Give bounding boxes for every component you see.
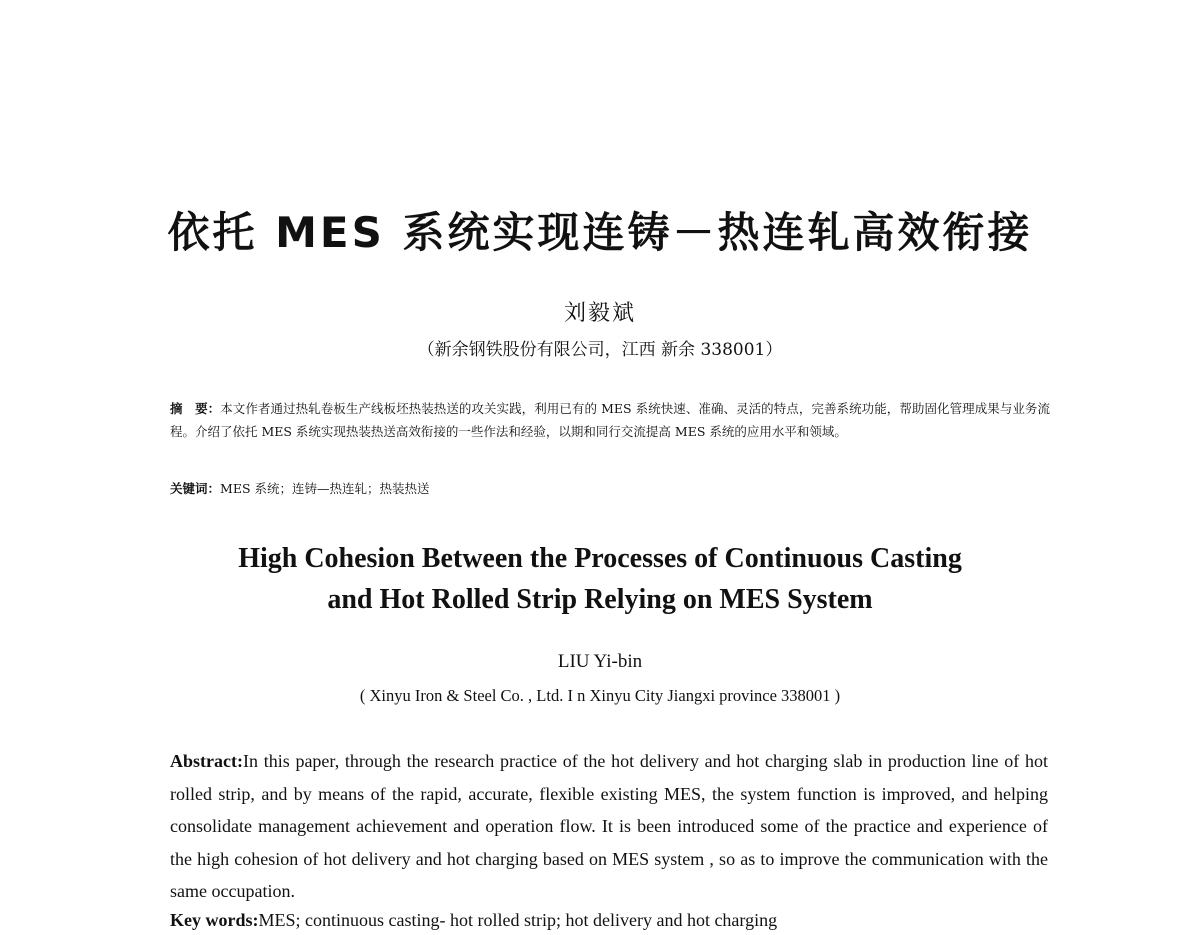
english-abstract-text: In this paper, through the research practice of the hot delivery and hot charging slab in production line of hot rolled strip, and by means of the rapid, accurate, flexible existing MES, the system function is improved, and helping consolidate management achievement and operation flow. It is been introduced some of the practice and experience of the high cohesion of hot delivery and hot charging based on MES system , so as to improve the communication with the same occupation. bbox=[170, 751, 1048, 901]
chinese-abstract-text: 本文作者通过热轧卷板生产线板坯热装热送的攻关实践，利用已有的 MES 系统快速、准确、灵活的特点，完善系统功能，帮助固化管理成果与业务流程。介绍了依托 MES 系统实现热装热送高效衔接的一些作法和经验，以期和同行交流提高 MES 系统的应用水平和领域。 bbox=[170, 401, 1050, 439]
english-title-line-1: High Cohesion Between the Processes of Continuous Casting bbox=[238, 543, 962, 574]
english-affiliation: ( Xinyu Iron & Steel Co. , Ltd. I n Xinyu City Jiangxi province 338001 ) bbox=[359, 686, 841, 705]
english-abstract-label: Abstract: bbox=[170, 751, 243, 771]
english-keywords-label: Key words: bbox=[170, 910, 259, 930]
english-keywords-text: MES; continuous casting- hot rolled strip; hot delivery and hot charging bbox=[258, 910, 778, 930]
english-keywords bbox=[170, 910, 1048, 931]
chinese-abstract bbox=[170, 397, 1050, 443]
english-abstract bbox=[170, 745, 1048, 908]
chinese-title: 依托 MES 系统实现连铸－热连轧高效衔接 bbox=[167, 208, 1033, 257]
chinese-keywords bbox=[170, 479, 1050, 497]
english-title-line-2: and Hot Rolled Strip Relying on MES System bbox=[327, 584, 873, 615]
chinese-affiliation: （新余钢铁股份有限公司，江西 新余 338001） bbox=[417, 340, 783, 360]
chinese-keywords-text: MES 系统；连铸—热连轧；热装热送 bbox=[220, 481, 430, 496]
english-title bbox=[0, 538, 1200, 620]
english-author: LIU Yi-bin bbox=[557, 651, 643, 672]
chinese-author: 刘毅斌 bbox=[563, 301, 636, 326]
chinese-abstract-label: 摘 要： bbox=[170, 401, 221, 416]
chinese-keywords-label: 关键词： bbox=[170, 481, 221, 496]
